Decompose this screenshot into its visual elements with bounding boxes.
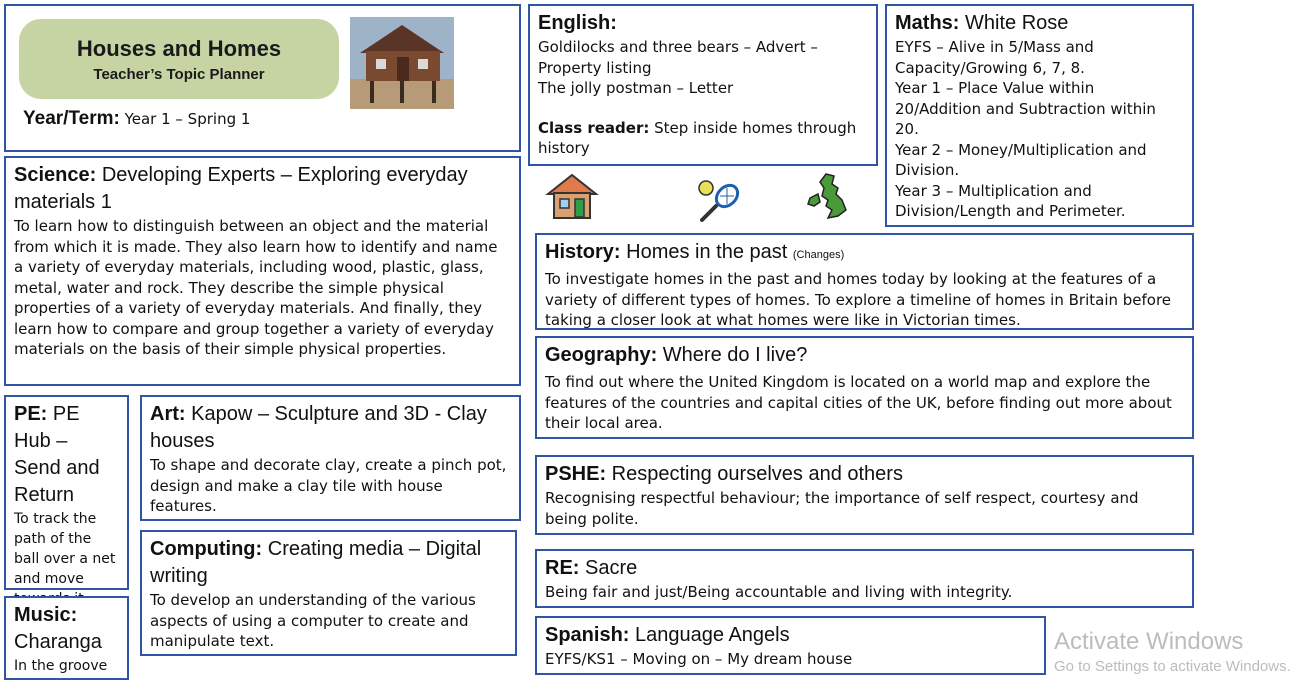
topic-banner [19, 19, 339, 99]
class-reader-text-2: history [538, 139, 590, 157]
music-title: Charanga [14, 631, 102, 653]
class-reader-text: Step inside homes through [649, 118, 857, 137]
maths-line-6: Year 2 – Money/Multiplication and [895, 140, 1147, 159]
geography-text: To find out where the United Kingdom is located on a world map and explore the features of the countries and capital cities of the UK, before finding out more about their local area. [545, 373, 1172, 432]
history-box [535, 233, 1194, 330]
uk-map-icon [806, 172, 854, 222]
maths-line-7: Division. [895, 161, 960, 179]
watermark-line-2: Go to Settings to activate Windows. [1054, 658, 1291, 675]
geography-heading: Geography: Where do I live? [545, 344, 808, 366]
house-icon [546, 172, 598, 220]
computing-heading: Computing: Creating media – Digital writing [150, 538, 482, 587]
watermark-line-1: Activate Windows [1054, 628, 1244, 655]
history-heading: History: Homes in the past (Changes) [545, 241, 845, 263]
maths-box [885, 4, 1194, 227]
geography-box [535, 336, 1194, 439]
pe-box [4, 395, 129, 590]
maths-line-4: 20/Addition and Subtraction within [895, 99, 1156, 118]
year-term-value: Year 1 – Spring 1 [119, 110, 251, 128]
maths-line-9: Division/Length and Perimeter. [895, 202, 1126, 220]
maths-line-2: Capacity/Growing 6, 7, 8. [895, 58, 1085, 77]
re-text: Being fair and just/Being accountable and living with integrity. [545, 583, 1013, 601]
music-text: In the groove [14, 658, 108, 674]
maths-line-8: Year 3 – Multiplication and [895, 181, 1092, 200]
music-box [4, 596, 129, 680]
class-reader [538, 118, 868, 139]
art-text: To shape and decorate clay, create a pinch pot, design and make a clay tile with house features. [150, 456, 507, 515]
maths-line-5: 20. [895, 120, 919, 138]
music-heading: Music: [14, 604, 78, 626]
year-term-label: Year/Term: [23, 108, 120, 129]
english-line-2: Property listing [538, 58, 652, 77]
pe-text: To track the path of the ball over a net and move [14, 511, 116, 587]
re-box [535, 549, 1194, 608]
pshe-text: Recognising respectful behaviour; the importance of self respect, courtesy and being polite. [545, 489, 1139, 528]
maths-heading: Maths: White Rose [895, 12, 1069, 34]
class-reader-label: Class reader: [538, 118, 650, 137]
computing-text: To develop an understanding of the various aspects of using a computer to create and manipulate text. [150, 591, 476, 650]
year-term [23, 108, 250, 130]
spanish-text: EYFS/KS1 – Moving on – My dream house [545, 650, 853, 668]
spanish-heading: Spanish: Language Angels [545, 624, 790, 646]
english-line-1: Goldilocks and three bears – Advert – [538, 38, 818, 56]
history-text: To investigate homes in the past and homes today by looking at the features of a variety of different types of homes. To explore a timeline of homes in Britain before taking a closer look at what homes were like in Victorian times. [545, 270, 1172, 329]
pshe-box [535, 455, 1194, 535]
maths-line-1: EYFS – Alive in 5/Mass and [895, 38, 1094, 56]
activate-windows-watermark [1054, 628, 1291, 675]
art-heading: Art: Kapow – Sculpture and 3D - Clay houses [150, 403, 487, 452]
science-box [4, 156, 521, 386]
computing-box [140, 530, 517, 656]
topic-subtitle: Teacher’s Topic Planner [93, 66, 265, 83]
pe-heading: PE: PE Hub – Send and Return [14, 403, 100, 506]
spanish-box [535, 616, 1046, 675]
art-box [140, 395, 521, 521]
english-line-3: The jolly postman – Letter [538, 79, 734, 97]
tennis-racket-icon [696, 178, 744, 226]
re-heading: RE: Sacre [545, 557, 638, 579]
topic-title: Houses and Homes [76, 36, 282, 61]
maths-line-3: Year 1 – Place Value within [895, 79, 1095, 97]
pshe-heading: PSHE: Respecting ourselves and others [545, 463, 903, 485]
english-heading: English: [538, 12, 617, 34]
stilt-house-photo [350, 17, 454, 109]
science-text: To learn how to distinguish between an object and the material from which it is made. They also learn how to identify and name a variety of everyday materials, including wood, plastic, glass, metal, water and rock. They describe the simple physical properties of a variety of everyday materials. And finally, they learn how to compare and group together a variety of everyday materials on the basis of their simple physical properties. [14, 217, 498, 358]
english-box [528, 4, 878, 166]
science-heading: Science: Developing Experts – Exploring everyday materials 1 [14, 164, 468, 213]
